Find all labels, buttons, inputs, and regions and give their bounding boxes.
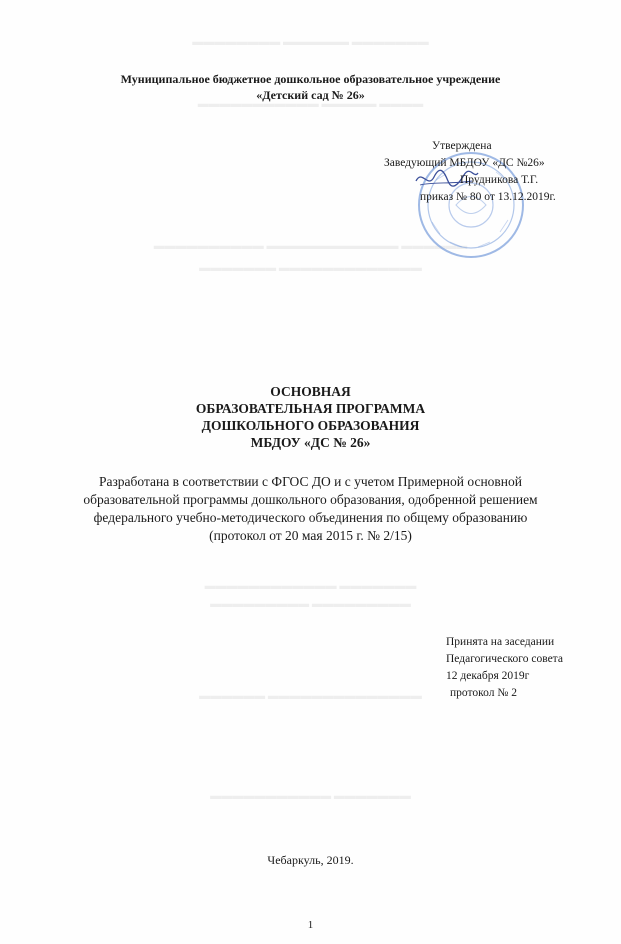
document-description	[60, 473, 561, 545]
bleed-through-text: ▬▬▬▬▬▬ ▬▬▬▬▬▬▬▬▬▬▬▬▬▬	[199, 690, 422, 702]
acceptance-line-2: Педагогического совета	[446, 653, 563, 665]
bleed-through-text: ▬▬▬▬▬▬▬▬▬▬ ▬▬▬▬▬▬▬▬▬▬▬▬ ▬▬▬▬▬▬	[153, 240, 468, 252]
bleed-through-text: ▬▬▬▬▬▬▬▬ ▬▬▬▬▬▬ ▬▬▬▬▬▬▬	[192, 36, 429, 48]
approval-block	[384, 138, 584, 206]
page-number: 1	[307, 919, 314, 931]
acceptance-protocol: протокол № 2	[450, 687, 517, 699]
description-line-3: федерального учебно-методического объединения по общему образованию	[93, 510, 528, 525]
bleed-through-text: ▬▬▬▬▬▬▬▬▬▬▬ ▬▬▬▬▬▬▬	[210, 790, 411, 802]
title-line-2: ОБРАЗОВАТЕЛЬНАЯ ПРОГРАММА	[195, 401, 426, 416]
approval-status: Утверждена	[432, 140, 492, 152]
title-line-1: ОСНОВНАЯ	[270, 384, 351, 399]
bleed-through-text: ▬▬▬▬▬▬▬▬▬ ▬▬▬▬▬▬▬▬▬	[210, 598, 411, 610]
institution-header	[0, 71, 621, 103]
description-line-2: образовательной программы дошкольного образования, одобренной решением	[83, 492, 538, 507]
approval-person: Прудникова Т.Г.	[460, 174, 539, 186]
document-title	[0, 383, 621, 451]
council-acceptance-block	[446, 634, 606, 702]
bleed-through-text: ▬▬▬▬▬▬▬▬▬▬▬▬ ▬▬▬▬▬▬▬	[204, 580, 417, 592]
title-line-4: МБДОУ «ДС № 26»	[250, 435, 371, 450]
title-line-3: ДОШКОЛЬНОГО ОБРАЗОВАНИЯ	[201, 418, 420, 433]
approval-order: приказ № 80 от 13.12.2019г.	[420, 191, 556, 203]
description-line-1: Разработана в соответствии с ФГОС ДО и с учетом Примерной основной	[98, 474, 523, 489]
approval-position: Заведующий МБДОУ «ДС №26»	[384, 157, 545, 169]
acceptance-date: 12 декабря 2019г	[446, 670, 530, 682]
bleed-through-text: ▬▬▬▬▬▬▬ ▬▬▬▬▬▬▬▬▬▬▬▬▬	[199, 262, 422, 274]
kindergarten-name: «Детский сад № 26»	[256, 88, 365, 102]
acceptance-line-1: Принята на заседании	[446, 636, 555, 648]
institution-name: Муниципальное бюджетное дошкольное образовательное учреждение	[120, 72, 501, 86]
description-line-4: (протокол от 20 мая 2015 г. № 2/15)	[209, 528, 412, 543]
city-year: Чебаркуль, 2019.	[267, 853, 354, 867]
bleed-through-text: ▬▬▬▬▬▬▬▬▬▬▬ ▬▬▬▬▬ ▬▬▬▬	[197, 98, 424, 110]
